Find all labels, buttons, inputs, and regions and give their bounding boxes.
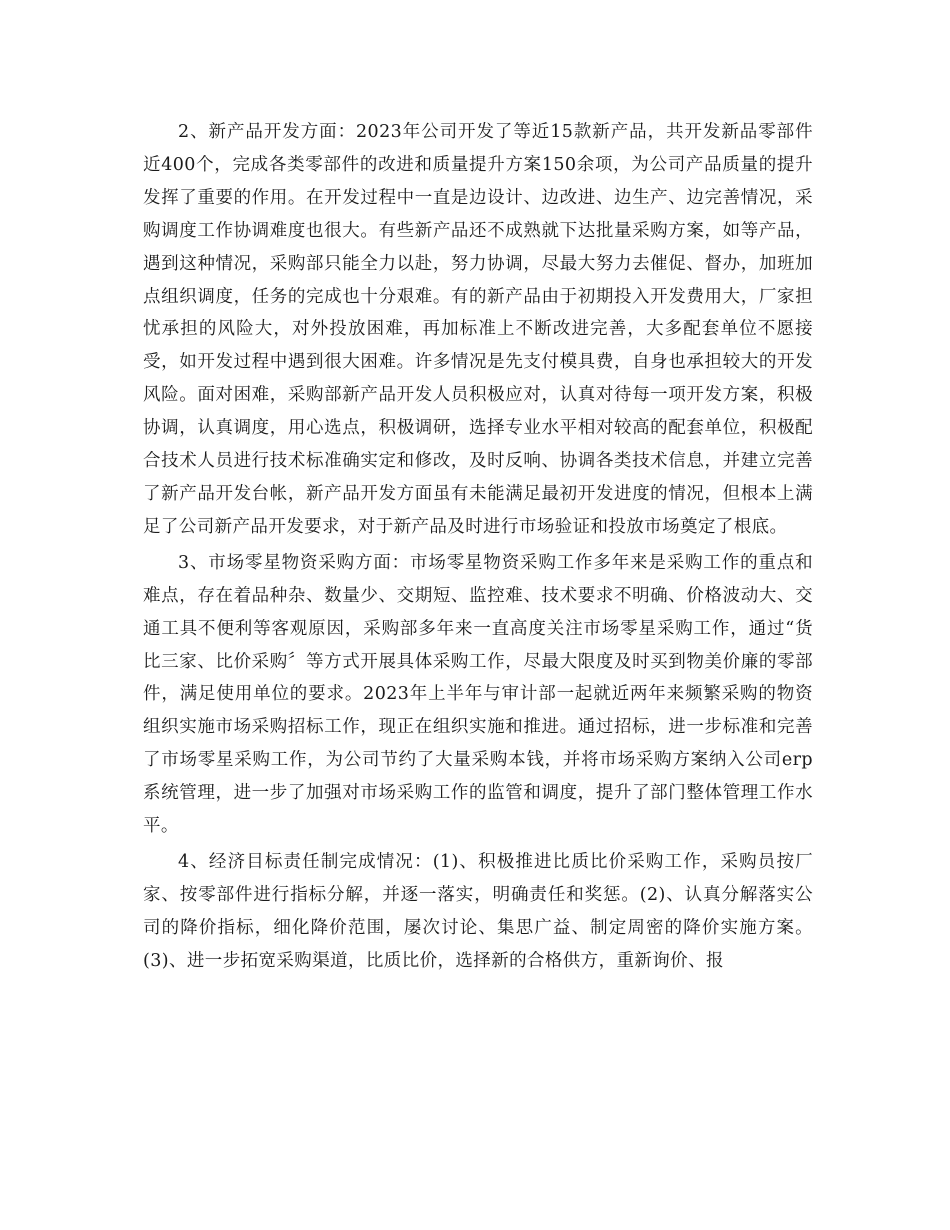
paragraph-economic-targets: 4、经济目标责任制完成情况：(1)、积极推进比质比价采购工作，采购员按厂家、按零部件进行指标分解，并逐一落实，明确责任和奖惩。(2)、认真分解落实公司的降价指标，细化降价范围，屡次讨论、集思广益、制定周密的降价实施方案。(3)、进一步拓宽采购渠道，比质比价，选择新的合格供方，重新询价、报	[143, 851, 813, 971]
paragraph-new-product-development: 2、新产品开发方面：2023年公司开发了等近15款新产品，共开发新品零部件近400个，完成各类零部件的改进和质量提升方案150余项，为公司产品质量的提升发挥了重要的作用。在开发过程中一直是边设计、边改进、边生产、边完善情况，采购调度工作协调难度也很大。有些新产品还不成熟就下达批量采购方案，如等产品，遇到这种情况，采购部只能全力以赴，努力协调，尽最大努力去催促、督办，加班加点组织调度，任务的完成也十分艰难。有的新产品由于初期投入开发费用大，厂家担忧承担的风险大，对外投放困难，再加标准上不断改进完善，大多配套单位不愿接受，如开发过程中遇到很大困难。许多情况是先支付模具费，自身也承担较大的开发风险。面对困难，采购部新产品开发人员积极应对，认真对待每一项开发方案，积极协调，认真调度，用心选点，积极调研，选择专业水平相对较高的配套单位，积极配合技术人员进行技术标准确实定和修改，及时反响、协调各类技术信息，并建立完善了新产品开发台帐，新产品开发方面虽有未能满足最初开发进度的情况，但根本上满足了公司新产品开发要求，对于新产品及时进行市场验证和投放市场奠定了根底。	[143, 122, 813, 537]
document-body	[143, 116, 813, 981]
paragraph-market-purchasing: 3、市场零星物资采购方面：市场零星物资采购工作多年来是采购工作的重点和难点，存在着品种杂、数量少、交期短、监控难、技术要求不明确、价格波动大、交通工具不便利等客观原因，采购部多年来一直高度关注市场零星采购工作，通过“货比三家、比价采购〞等方式开展具体采购工作，尽最大限度及时买到物美价廉的零部件，满足使用单位的要求。2023年上半年与审计部一起就近两年来频繁采购的物资组织实施市场采购招标工作，现正在组织实施和推进。通过招标，进一步标准和完善了市场零星采购工作，为公司节约了大量采购本钱，并将市场采购方案纳入公司erp系统管理，进一步了加强对市场采购工作的监管和调度，提升了部门整体管理工作水平。	[143, 552, 813, 837]
